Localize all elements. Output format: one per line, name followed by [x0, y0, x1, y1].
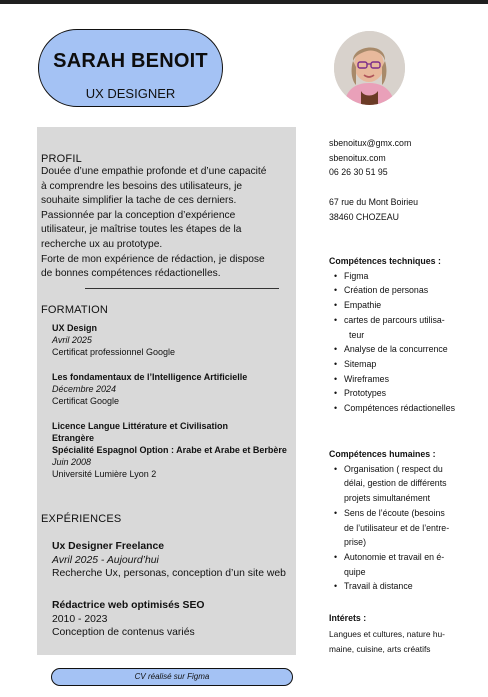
profile-line: recherche ux au prototype.: [41, 238, 163, 250]
street: 67 rue du Mont Boirieu: [329, 197, 418, 207]
top-bar: [0, 0, 488, 4]
formation-date: Juin 2008: [52, 457, 92, 467]
section-divider: [85, 288, 279, 289]
profile-photo: [334, 31, 405, 105]
human-skills: [329, 447, 449, 594]
footer-credit: CV réalisé sur Figma: [51, 668, 293, 686]
formation-item: [52, 322, 175, 358]
profile-line: utilisateur, je maîtrise toutes les étapes de la: [41, 224, 242, 236]
skill-item: • Empathie: [334, 300, 382, 311]
profile-line: Passionnée par la conception d’expérience: [41, 209, 236, 221]
human-skills-heading: Compétences humaines :: [329, 449, 436, 459]
skill-item: • cartes de parcours utilisa-: [334, 314, 445, 325]
experience-item: [52, 540, 286, 581]
skill-item: • Compétences rédactionelles: [334, 403, 456, 414]
skill-item: • Autonomie et travail en é- quipe: [334, 551, 445, 577]
profile-line: Forte de mon expérience de rédaction, je dispose: [41, 253, 265, 265]
skill-item: • Sens de l’écoute (besoins de l’utilisateur et de l’entre- prise): [334, 507, 450, 548]
full-name: SARAH BENOIT: [53, 50, 208, 72]
formation-item: [52, 420, 287, 480]
avatar: [334, 31, 405, 105]
city: 38460 CHOZEAU: [329, 211, 399, 222]
skill-item: • Prototypes: [334, 388, 387, 399]
skill-item: • Création de personas: [334, 285, 429, 296]
experience-date: Avril 2025 - Aujourd’hui: [52, 554, 159, 566]
experience-desc: Recherche Ux, personas, conception d’un site web: [52, 568, 286, 579]
phone: 06 26 30 51 95: [329, 167, 388, 178]
job-title: UX DESIGNER: [85, 86, 176, 101]
interests: [329, 611, 445, 658]
formation-heading: FORMATION: [41, 304, 108, 316]
skill-item: • Organisation ( respect du délai, gestion de différents projets simultanément: [334, 463, 447, 504]
experience-desc: Conception de contenus variés: [52, 627, 195, 638]
skill-item: • Wireframes: [334, 373, 389, 384]
interests-line: Langues et cultures, nature hu-: [329, 628, 445, 639]
experience-title: Rédactrice web optimisés SEO: [52, 600, 205, 611]
skill-item-cont: teur: [349, 329, 365, 340]
formation-title: Les fondamentaux de l’Intelligence Artificielle: [52, 372, 248, 382]
profile-line: Douée d’une empathie profonde et d’une capacité: [41, 166, 267, 177]
tech-skills-heading: Compétences techniques :: [329, 256, 441, 266]
skill-item: • Figma: [334, 270, 369, 281]
experience-date: 2010 - 2023: [52, 613, 108, 625]
formation-item: [52, 371, 247, 407]
profile-line: souhaite simplifier la tache de ces derniers.: [41, 195, 237, 207]
address-block: [329, 195, 418, 224]
experience-heading: EXPÉRIENCES: [41, 513, 122, 525]
experience-item: [52, 599, 204, 640]
tech-skills: [329, 254, 455, 416]
formation-sub: Certificat professionnel Google: [52, 347, 176, 357]
interests-line: maine, cuisine, arts créatifs: [329, 644, 431, 654]
interests-heading: Intérets :: [329, 613, 367, 623]
profile-line: de bonnes compétences rédactionelles.: [41, 268, 221, 280]
formation-title: Licence Langue Littérature et Civilisation: [52, 421, 229, 431]
formation-title: Etrangère: [52, 433, 95, 443]
profile-heading: PROFIL: [41, 153, 82, 165]
website[interactable]: sbenoitux.com: [329, 152, 386, 163]
formation-date: Décembre 2024: [52, 384, 117, 394]
experience-title: Ux Designer Freelance: [52, 541, 165, 552]
email[interactable]: sbenoitux@gmx.com: [329, 138, 412, 148]
name-badge: [38, 29, 223, 107]
contact-block: [329, 136, 411, 180]
formation-sub: Certificat Google: [52, 396, 120, 406]
profile-text: [41, 165, 287, 282]
skill-item: • Travail à distance: [334, 581, 413, 592]
profile-line: à comprendre les besoins des utilisateurs, je: [41, 180, 243, 192]
skill-item: • Sitemap: [334, 358, 377, 369]
formation-sub: Université Lumière Lyon 2: [52, 469, 157, 479]
formation-title: UX Design: [52, 323, 98, 333]
skill-item: • Analyse de la concurrence: [334, 344, 448, 355]
formation-date: Avril 2025: [52, 335, 92, 345]
formation-specialty: Spécialité Espagnol Option : Arabe et Arabe et Berbère: [52, 445, 287, 455]
